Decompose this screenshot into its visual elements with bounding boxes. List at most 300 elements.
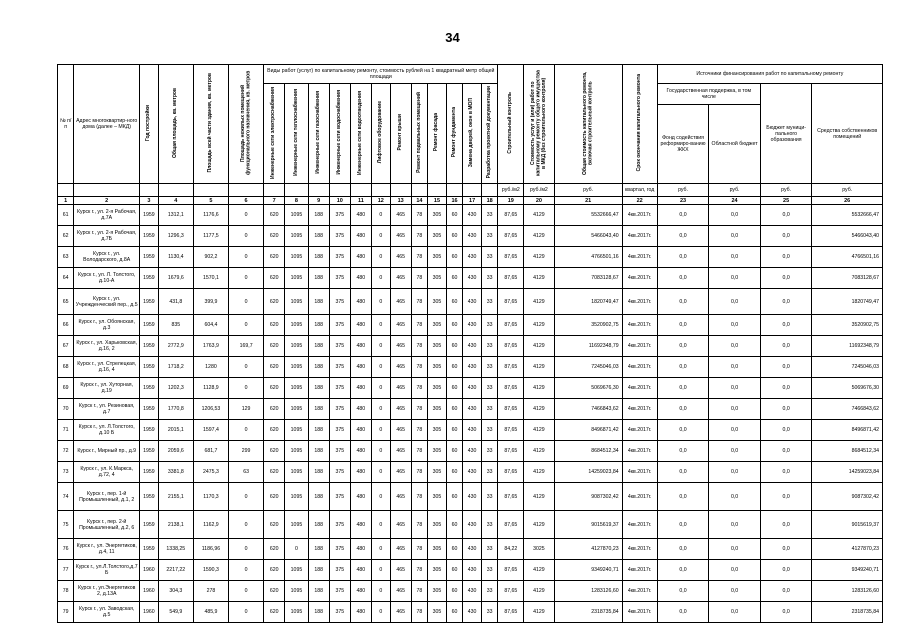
row-work-cost: 430 bbox=[463, 289, 482, 315]
row-work-cost: 480 bbox=[350, 483, 371, 511]
row-fund: 0,0 bbox=[657, 378, 709, 399]
row-deadline: 4кв.2017г. bbox=[622, 420, 657, 441]
header-owners: Средства собственников помещений bbox=[812, 84, 883, 184]
row-municipal: 0,0 bbox=[760, 511, 812, 539]
row-year: 1959 bbox=[140, 357, 159, 378]
row-total-cost: 5069676,30 bbox=[554, 378, 622, 399]
row-fund: 0,0 bbox=[657, 268, 709, 289]
row-year: 1959 bbox=[140, 441, 159, 462]
row-control: 87,65 bbox=[498, 378, 524, 399]
row-work-cost: 305 bbox=[428, 560, 447, 581]
row-work-cost: 430 bbox=[463, 462, 482, 483]
row-year: 1959 bbox=[140, 247, 159, 268]
row-cost-per-m2: 4129 bbox=[524, 602, 554, 623]
row-work-cost: 620 bbox=[264, 247, 285, 268]
row-func-area: 0 bbox=[229, 581, 264, 602]
row-total-cost: 8684512,34 bbox=[554, 441, 622, 462]
page-number: 34 bbox=[445, 30, 460, 45]
row-total-area: 2155,1 bbox=[158, 483, 193, 511]
row-work-cost: 465 bbox=[390, 226, 411, 247]
row-work-cost: 465 bbox=[390, 289, 411, 315]
row-work-cost: 375 bbox=[329, 420, 350, 441]
table-row bbox=[58, 441, 883, 462]
row-work-cost: 1095 bbox=[285, 483, 308, 511]
header-work-3: Инженерные сети газоснабжения bbox=[314, 91, 321, 174]
row-total-cost: 11692348,79 bbox=[554, 336, 622, 357]
row-regional: 0,0 bbox=[709, 289, 761, 315]
row-walls-area: 1570,1 bbox=[193, 268, 228, 289]
header-municipal: Бюджет муници-пального образования bbox=[760, 84, 812, 184]
row-fund: 0,0 bbox=[657, 357, 709, 378]
table-row bbox=[58, 399, 883, 420]
row-year: 1960 bbox=[140, 560, 159, 581]
row-work-cost: 33 bbox=[481, 268, 497, 289]
row-owners: 5466043,40 bbox=[812, 226, 883, 247]
row-work-cost: 375 bbox=[329, 441, 350, 462]
row-work-cost: 78 bbox=[411, 560, 427, 581]
row-work-cost: 0 bbox=[371, 441, 390, 462]
table-row bbox=[58, 226, 883, 247]
row-work-cost: 620 bbox=[264, 483, 285, 511]
row-regional: 0,0 bbox=[709, 483, 761, 511]
row-year: 1959 bbox=[140, 483, 159, 511]
row-work-cost: 33 bbox=[481, 560, 497, 581]
row-work-cost: 188 bbox=[308, 289, 329, 315]
row-deadline: 4кв.2017г. bbox=[622, 560, 657, 581]
row-fund: 0,0 bbox=[657, 289, 709, 315]
row-work-cost: 33 bbox=[481, 511, 497, 539]
row-total-cost: 7245046,03 bbox=[554, 357, 622, 378]
row-work-cost: 60 bbox=[446, 357, 462, 378]
row-control: 87,65 bbox=[498, 511, 524, 539]
row-municipal: 0,0 bbox=[760, 378, 812, 399]
row-work-cost: 78 bbox=[411, 399, 427, 420]
row-work-cost: 465 bbox=[390, 539, 411, 560]
row-owners: 8496871,42 bbox=[812, 420, 883, 441]
row-deadline: 4кв.2017г. bbox=[622, 511, 657, 539]
row-work-cost: 480 bbox=[350, 462, 371, 483]
row-work-cost: 1095 bbox=[285, 511, 308, 539]
row-owners: 5069676,30 bbox=[812, 378, 883, 399]
row-func-area: 0 bbox=[229, 226, 264, 247]
row-work-cost: 33 bbox=[481, 247, 497, 268]
row-total-cost: 4127870,23 bbox=[554, 539, 622, 560]
row-number: 68 bbox=[58, 357, 74, 378]
row-work-cost: 78 bbox=[411, 539, 427, 560]
row-total-area: 2772,9 bbox=[158, 336, 193, 357]
row-work-cost: 0 bbox=[371, 602, 390, 623]
row-cost-per-m2: 4129 bbox=[524, 560, 554, 581]
row-work-cost: 60 bbox=[446, 205, 462, 226]
row-number: 78 bbox=[58, 581, 74, 602]
row-work-cost: 188 bbox=[308, 399, 329, 420]
row-regional: 0,0 bbox=[709, 226, 761, 247]
row-work-cost: 188 bbox=[308, 441, 329, 462]
row-work-cost: 465 bbox=[390, 268, 411, 289]
row-work-cost: 375 bbox=[329, 357, 350, 378]
row-regional: 0,0 bbox=[709, 315, 761, 336]
row-work-cost: 0 bbox=[371, 357, 390, 378]
row-year: 1959 bbox=[140, 315, 159, 336]
row-total-cost: 2318735,84 bbox=[554, 602, 622, 623]
row-work-cost: 188 bbox=[308, 581, 329, 602]
row-municipal: 0,0 bbox=[760, 581, 812, 602]
row-year: 1959 bbox=[140, 539, 159, 560]
header-work-6: Лифтовое оборудование bbox=[377, 101, 383, 164]
row-year: 1959 bbox=[140, 205, 159, 226]
row-deadline: 4кв.2017г. bbox=[622, 205, 657, 226]
header-work-10: Ремонт фундамента bbox=[450, 107, 457, 158]
table-row bbox=[58, 289, 883, 315]
column-number: 24 bbox=[709, 197, 761, 205]
row-work-cost: 375 bbox=[329, 289, 350, 315]
row-deadline: 4кв.2017г. bbox=[622, 483, 657, 511]
row-municipal: 0,0 bbox=[760, 315, 812, 336]
row-work-cost: 60 bbox=[446, 289, 462, 315]
row-address: Курск г., ул. К.Маркса, д.72, 4 bbox=[74, 462, 140, 483]
row-work-cost: 0 bbox=[371, 539, 390, 560]
row-number: 73 bbox=[58, 462, 74, 483]
row-work-cost: 305 bbox=[428, 378, 447, 399]
row-walls-area: 2475,3 bbox=[193, 462, 228, 483]
header-work-2: Инженерные сети теплоснабжения bbox=[292, 89, 299, 176]
row-deadline: 4кв.2017г. bbox=[622, 226, 657, 247]
row-work-cost: 33 bbox=[481, 462, 497, 483]
row-year: 1960 bbox=[140, 602, 159, 623]
row-func-area: 0 bbox=[229, 247, 264, 268]
row-fund: 0,0 bbox=[657, 247, 709, 268]
row-owners: 9349240,71 bbox=[812, 560, 883, 581]
row-work-cost: 620 bbox=[264, 462, 285, 483]
row-number: 69 bbox=[58, 378, 74, 399]
row-work-cost: 465 bbox=[390, 441, 411, 462]
row-work-cost: 78 bbox=[411, 315, 427, 336]
row-work-cost: 1095 bbox=[285, 336, 308, 357]
row-func-area: 0 bbox=[229, 268, 264, 289]
row-cost-per-m2: 4129 bbox=[524, 315, 554, 336]
unit-fund: руб. bbox=[657, 184, 709, 197]
row-work-cost: 60 bbox=[446, 441, 462, 462]
row-total-area: 1312,1 bbox=[158, 205, 193, 226]
row-control: 87,65 bbox=[498, 247, 524, 268]
row-work-cost: 465 bbox=[390, 581, 411, 602]
row-work-cost: 60 bbox=[446, 268, 462, 289]
row-cost-per-m2: 4129 bbox=[524, 268, 554, 289]
row-deadline: 4кв.2017г. bbox=[622, 357, 657, 378]
row-total-area: 2217,22 bbox=[158, 560, 193, 581]
row-walls-area: 1206,53 bbox=[193, 399, 228, 420]
row-work-cost: 480 bbox=[350, 205, 371, 226]
row-work-cost: 305 bbox=[428, 247, 447, 268]
row-work-cost: 430 bbox=[463, 539, 482, 560]
row-owners: 7245046,03 bbox=[812, 357, 883, 378]
row-work-cost: 480 bbox=[350, 247, 371, 268]
row-total-area: 549,9 bbox=[158, 602, 193, 623]
row-deadline: 4кв.2017г. bbox=[622, 268, 657, 289]
row-walls-area: 1176,6 bbox=[193, 205, 228, 226]
row-deadline: 4кв.2017г. bbox=[622, 289, 657, 315]
row-cost-per-m2: 3025 bbox=[524, 539, 554, 560]
row-fund: 0,0 bbox=[657, 560, 709, 581]
header-state-support: Государственная поддержка, в том числе bbox=[657, 84, 760, 105]
row-year: 1960 bbox=[140, 581, 159, 602]
row-regional: 0,0 bbox=[709, 511, 761, 539]
row-work-cost: 188 bbox=[308, 336, 329, 357]
row-control: 87,65 bbox=[498, 205, 524, 226]
row-work-cost: 480 bbox=[350, 336, 371, 357]
row-work-cost: 78 bbox=[411, 336, 427, 357]
row-work-cost: 33 bbox=[481, 205, 497, 226]
unit-total-cost: руб. bbox=[554, 184, 622, 197]
row-work-cost: 465 bbox=[390, 511, 411, 539]
row-work-cost: 375 bbox=[329, 511, 350, 539]
row-work-cost: 78 bbox=[411, 226, 427, 247]
row-cost-per-m2: 4129 bbox=[524, 357, 554, 378]
row-work-cost: 375 bbox=[329, 560, 350, 581]
row-control: 87,65 bbox=[498, 226, 524, 247]
row-total-cost: 9349240,71 bbox=[554, 560, 622, 581]
table-row bbox=[58, 420, 883, 441]
column-number: 6 bbox=[229, 197, 264, 205]
row-work-cost: 480 bbox=[350, 560, 371, 581]
row-work-cost: 480 bbox=[350, 399, 371, 420]
row-work-cost: 305 bbox=[428, 581, 447, 602]
row-work-cost: 1095 bbox=[285, 560, 308, 581]
row-work-cost: 1095 bbox=[285, 205, 308, 226]
row-municipal: 0,0 bbox=[760, 441, 812, 462]
row-walls-area: 1170,3 bbox=[193, 483, 228, 511]
row-number: 63 bbox=[58, 247, 74, 268]
row-municipal: 0,0 bbox=[760, 420, 812, 441]
column-numbers-row bbox=[58, 197, 883, 205]
row-work-cost: 305 bbox=[428, 205, 447, 226]
row-owners: 9015619,37 bbox=[812, 511, 883, 539]
row-work-cost: 0 bbox=[371, 560, 390, 581]
row-fund: 0,0 bbox=[657, 581, 709, 602]
row-control: 87,65 bbox=[498, 420, 524, 441]
row-municipal: 0,0 bbox=[760, 539, 812, 560]
row-work-cost: 60 bbox=[446, 602, 462, 623]
unit-deadline: квартал, год bbox=[622, 184, 657, 197]
header-sources-group: Источники финансирования работ по капитальному ремонту bbox=[657, 65, 882, 84]
row-total-cost: 5532666,47 bbox=[554, 205, 622, 226]
row-work-cost: 188 bbox=[308, 420, 329, 441]
row-func-area: 299 bbox=[229, 441, 264, 462]
table-row bbox=[58, 247, 883, 268]
row-cost-per-m2: 4129 bbox=[524, 462, 554, 483]
column-number: 17 bbox=[463, 197, 482, 205]
row-fund: 0,0 bbox=[657, 336, 709, 357]
row-work-cost: 33 bbox=[481, 336, 497, 357]
row-municipal: 0,0 bbox=[760, 399, 812, 420]
row-work-cost: 430 bbox=[463, 483, 482, 511]
row-owners: 4766501,16 bbox=[812, 247, 883, 268]
row-deadline: 4кв.2017г. bbox=[622, 581, 657, 602]
row-work-cost: 60 bbox=[446, 462, 462, 483]
row-regional: 0,0 bbox=[709, 336, 761, 357]
row-work-cost: 480 bbox=[350, 315, 371, 336]
row-total-cost: 14259023,84 bbox=[554, 462, 622, 483]
row-regional: 0,0 bbox=[709, 268, 761, 289]
table-row bbox=[58, 268, 883, 289]
row-control: 87,65 bbox=[498, 441, 524, 462]
row-municipal: 0,0 bbox=[760, 357, 812, 378]
row-func-area: 0 bbox=[229, 602, 264, 623]
row-work-cost: 375 bbox=[329, 315, 350, 336]
row-owners: 1820749,47 bbox=[812, 289, 883, 315]
row-work-cost: 60 bbox=[446, 378, 462, 399]
row-total-area: 1718,2 bbox=[158, 357, 193, 378]
row-work-cost: 375 bbox=[329, 226, 350, 247]
row-address: Курск г., ул. Заводская, д.5 bbox=[74, 602, 140, 623]
row-work-cost: 60 bbox=[446, 399, 462, 420]
row-cost-per-m2: 4129 bbox=[524, 336, 554, 357]
row-regional: 0,0 bbox=[709, 247, 761, 268]
row-municipal: 0,0 bbox=[760, 268, 812, 289]
column-number: 13 bbox=[390, 197, 411, 205]
row-work-cost: 0 bbox=[371, 399, 390, 420]
row-address: Курск г., ул. Стрелецкая, д.16, 4 bbox=[74, 357, 140, 378]
row-work-cost: 60 bbox=[446, 336, 462, 357]
header-control: Строительный контроль bbox=[507, 92, 514, 154]
row-func-area: 0 bbox=[229, 315, 264, 336]
column-number: 23 bbox=[657, 197, 709, 205]
row-work-cost: 0 bbox=[371, 268, 390, 289]
row-number: 71 bbox=[58, 420, 74, 441]
row-fund: 0,0 bbox=[657, 462, 709, 483]
row-cost-per-m2: 4129 bbox=[524, 205, 554, 226]
header-total-area: Общая площадь, кв. метров bbox=[172, 87, 179, 158]
row-year: 1959 bbox=[140, 378, 159, 399]
table-row bbox=[58, 462, 883, 483]
row-total-area: 1770,8 bbox=[158, 399, 193, 420]
row-work-cost: 480 bbox=[350, 420, 371, 441]
table-row bbox=[58, 539, 883, 560]
row-work-cost: 78 bbox=[411, 247, 427, 268]
column-number: 8 bbox=[285, 197, 308, 205]
row-number: 67 bbox=[58, 336, 74, 357]
row-address: Курск г., ул. Обоянская, д.3 bbox=[74, 315, 140, 336]
row-address: Курск г., пер. 2-й Промышленный, д.2, 6 bbox=[74, 511, 140, 539]
row-work-cost: 78 bbox=[411, 378, 427, 399]
row-work-cost: 33 bbox=[481, 357, 497, 378]
column-number: 3 bbox=[140, 197, 159, 205]
header-deadline: Срок окончания капитального ремонта bbox=[635, 74, 642, 172]
column-number: 15 bbox=[428, 197, 447, 205]
row-address: Курск г., ул. 2-я Рабочая, д.7А bbox=[74, 205, 140, 226]
row-total-area: 2059,6 bbox=[158, 441, 193, 462]
row-walls-area: 399,9 bbox=[193, 289, 228, 315]
row-municipal: 0,0 bbox=[760, 462, 812, 483]
row-work-cost: 620 bbox=[264, 539, 285, 560]
column-number: 5 bbox=[193, 197, 228, 205]
row-work-cost: 305 bbox=[428, 462, 447, 483]
header-work-1: Инженерные сети электроснабжения bbox=[270, 86, 277, 179]
row-regional: 0,0 bbox=[709, 539, 761, 560]
row-year: 1959 bbox=[140, 226, 159, 247]
row-work-cost: 60 bbox=[446, 420, 462, 441]
row-work-cost: 78 bbox=[411, 581, 427, 602]
row-work-cost: 188 bbox=[308, 560, 329, 581]
row-fund: 0,0 bbox=[657, 511, 709, 539]
row-deadline: 4кв.2017г. bbox=[622, 336, 657, 357]
row-work-cost: 33 bbox=[481, 441, 497, 462]
row-work-cost: 480 bbox=[350, 226, 371, 247]
row-work-cost: 0 bbox=[371, 289, 390, 315]
row-total-area: 1338,25 bbox=[158, 539, 193, 560]
row-address: Курск г., ул. 2-я Рабочая, д.7Б bbox=[74, 226, 140, 247]
row-total-area: 1202,3 bbox=[158, 378, 193, 399]
row-work-cost: 375 bbox=[329, 483, 350, 511]
row-owners: 8684512,34 bbox=[812, 441, 883, 462]
row-work-cost: 430 bbox=[463, 441, 482, 462]
row-work-cost: 0 bbox=[371, 483, 390, 511]
row-address: Курск г., ул. Харьковская, д.16, 2 bbox=[74, 336, 140, 357]
row-address: Курск г., ул. Л. Толстого, д.10-А bbox=[74, 268, 140, 289]
row-address: Курск г., Мирный пр., д.9 bbox=[74, 441, 140, 462]
row-func-area: 0 bbox=[229, 378, 264, 399]
column-number: 14 bbox=[411, 197, 427, 205]
row-work-cost: 188 bbox=[308, 602, 329, 623]
row-owners: 2318735,84 bbox=[812, 602, 883, 623]
row-work-cost: 0 bbox=[371, 336, 390, 357]
row-work-cost: 60 bbox=[446, 560, 462, 581]
row-year: 1959 bbox=[140, 399, 159, 420]
column-number: 20 bbox=[524, 197, 554, 205]
row-work-cost: 305 bbox=[428, 602, 447, 623]
row-work-cost: 33 bbox=[481, 602, 497, 623]
row-func-area: 0 bbox=[229, 420, 264, 441]
row-work-cost: 375 bbox=[329, 336, 350, 357]
row-municipal: 0,0 bbox=[760, 289, 812, 315]
row-address: Курск г., пер. 1-й Промышленный, д.1, 2 bbox=[74, 483, 140, 511]
row-work-cost: 33 bbox=[481, 420, 497, 441]
row-total-cost: 7466843,62 bbox=[554, 399, 622, 420]
row-number: 64 bbox=[58, 268, 74, 289]
row-work-cost: 465 bbox=[390, 399, 411, 420]
row-work-cost: 0 bbox=[371, 420, 390, 441]
row-address: Курск г., ул. Энергетиков, д.4, 11 bbox=[74, 539, 140, 560]
row-func-area: 0 bbox=[229, 289, 264, 315]
row-regional: 0,0 bbox=[709, 462, 761, 483]
row-work-cost: 78 bbox=[411, 511, 427, 539]
row-cost-per-m2: 4129 bbox=[524, 441, 554, 462]
row-control: 87,65 bbox=[498, 336, 524, 357]
row-total-area: 3381,8 bbox=[158, 462, 193, 483]
header-walls-area: Площадь всей части здания, кв. метров bbox=[207, 73, 214, 173]
row-control: 87,65 bbox=[498, 315, 524, 336]
row-work-cost: 33 bbox=[481, 483, 497, 511]
row-total-area: 431,8 bbox=[158, 289, 193, 315]
row-municipal: 0,0 bbox=[760, 226, 812, 247]
row-fund: 0,0 bbox=[657, 315, 709, 336]
column-number: 4 bbox=[158, 197, 193, 205]
row-work-cost: 33 bbox=[481, 315, 497, 336]
row-work-cost: 78 bbox=[411, 268, 427, 289]
header-works-group: Виды работ (услуг) по капитальному ремонту, стоимость рублей на 1 квадратный метр общей площади bbox=[264, 65, 498, 84]
row-owners: 14259023,84 bbox=[812, 462, 883, 483]
row-work-cost: 0 bbox=[371, 315, 390, 336]
row-number: 61 bbox=[58, 205, 74, 226]
row-control: 84,22 bbox=[498, 539, 524, 560]
row-owners: 4127870,23 bbox=[812, 539, 883, 560]
row-work-cost: 480 bbox=[350, 268, 371, 289]
row-owners: 5532666,47 bbox=[812, 205, 883, 226]
row-total-cost: 5466043,40 bbox=[554, 226, 622, 247]
row-municipal: 0,0 bbox=[760, 602, 812, 623]
row-work-cost: 375 bbox=[329, 247, 350, 268]
unit-municipal: руб. bbox=[760, 184, 812, 197]
